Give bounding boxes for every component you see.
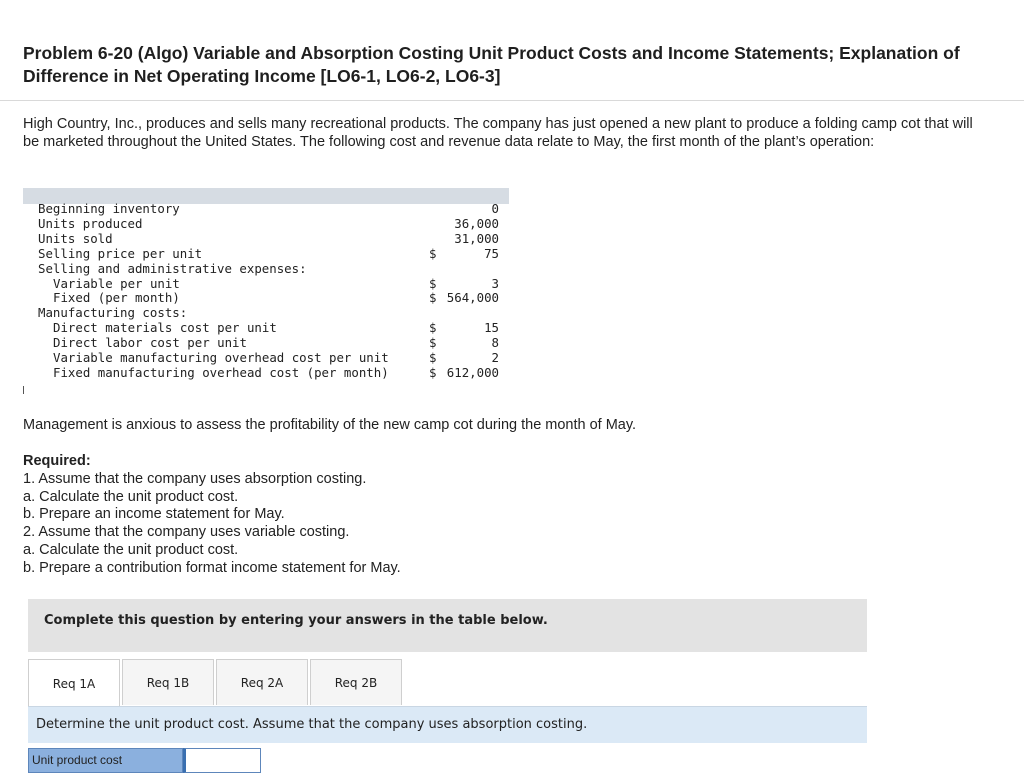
row-label: Variable manufacturing overhead cost per unit: [53, 350, 389, 366]
row-currency: $: [428, 320, 437, 336]
table-row: [23, 366, 509, 381]
row-currency: [421, 262, 447, 277]
intro-paragraph: High Country, Inc., produces and sells many recreational products. The company has just opened a new plant to produce a folding camp cot that will be marketed throughout the United States. The following cost and revenue data relate to May, the first month of the plant’s operation:: [23, 116, 973, 150]
required-line: 2. Assume that the company uses variable costing.: [23, 524, 350, 541]
tab-req-1a[interactable]: Req 1A: [28, 659, 120, 707]
required-line: b. Prepare a contribution format income statement for May.: [23, 559, 401, 576]
table-row: [23, 336, 509, 351]
required-line: a. Calculate the unit product cost.: [23, 488, 239, 505]
row-value: 2: [491, 350, 499, 366]
answer-row: [28, 748, 261, 773]
unit-product-cost-label: Unit product cost: [28, 748, 183, 773]
table-row: [23, 277, 509, 292]
management-statement: Management is anxious to assess the profitability of the new camp cot during the month of May.: [23, 417, 637, 433]
row-currency: $: [428, 350, 437, 366]
row-label: Units sold: [38, 230, 113, 246]
row-label: Manufacturing costs:: [38, 305, 188, 321]
tab-req-1b[interactable]: Req 1B: [122, 659, 214, 705]
row-value: [447, 306, 509, 321]
tab-req-2a[interactable]: Req 2A: [216, 659, 308, 705]
problem-title: Problem 6-20 (Algo) Variable and Absorption Costing Unit Product Costs and Income Statements; Explanation of Difference in Net Operating Income [LO6-1, LO6-2, LO6-3]: [23, 43, 960, 86]
required-line: 1. Assume that the company uses absorption costing.: [23, 470, 367, 487]
row-label: Variable per unit: [53, 275, 180, 291]
required-line: a. Calculate the unit product cost.: [23, 541, 239, 558]
row-value: 31,000: [454, 230, 499, 246]
instruction-text: Complete this question by entering your answers in the table below.: [44, 613, 548, 628]
unit-product-cost-input[interactable]: [183, 748, 261, 773]
table-row: [23, 217, 509, 232]
row-currency: $: [428, 335, 437, 351]
question-prompt: Determine the unit product cost. Assume that the company uses absorption costing.: [36, 717, 588, 732]
tab-req-2b[interactable]: Req 2B: [310, 659, 402, 705]
row-currency: $: [428, 290, 437, 306]
row-value: 3: [491, 275, 499, 291]
table-row: [23, 321, 509, 336]
instruction-banner: [28, 599, 867, 652]
required-line: b. Prepare an income statement for May.: [23, 506, 285, 523]
table-corner-mark: [23, 386, 24, 394]
table-row: [23, 262, 509, 277]
table-row: [23, 232, 509, 247]
row-value: [447, 262, 509, 277]
cost-data-panel: [23, 188, 509, 393]
title-divider: [0, 100, 1024, 101]
row-currency: [421, 217, 447, 232]
required-section: [23, 453, 401, 578]
row-label: Direct materials cost per unit: [53, 320, 277, 336]
row-currency: [421, 232, 447, 247]
row-value: 15: [484, 320, 499, 336]
row-label: Units produced: [38, 215, 143, 231]
row-label: Direct labor cost per unit: [53, 335, 247, 351]
row-label: Fixed manufacturing overhead cost (per month): [53, 364, 389, 380]
table-row: [23, 291, 509, 306]
row-value: 0: [491, 201, 499, 216]
row-currency: $: [428, 245, 437, 261]
row-value: 564,000: [446, 290, 499, 306]
row-value: 8: [491, 335, 499, 351]
row-value: 36,000: [454, 215, 499, 231]
table-row: [23, 202, 509, 217]
row-label: Beginning inventory: [38, 201, 180, 216]
table-row: [23, 247, 509, 262]
table-row: [23, 306, 509, 321]
row-label: Selling and administrative expenses:: [38, 260, 307, 276]
question-prompt-bar: [28, 706, 867, 743]
row-label: Fixed (per month): [53, 290, 180, 306]
required-heading: Required:: [23, 453, 91, 469]
row-value: 612,000: [446, 364, 499, 380]
row-value: 75: [484, 245, 499, 261]
row-currency: [421, 306, 447, 321]
row-currency: $: [428, 364, 437, 380]
row-currency: $: [428, 275, 437, 291]
row-currency: [421, 202, 447, 217]
cost-data-table: [23, 202, 509, 381]
row-label: Selling price per unit: [38, 245, 203, 261]
table-row: [23, 351, 509, 366]
